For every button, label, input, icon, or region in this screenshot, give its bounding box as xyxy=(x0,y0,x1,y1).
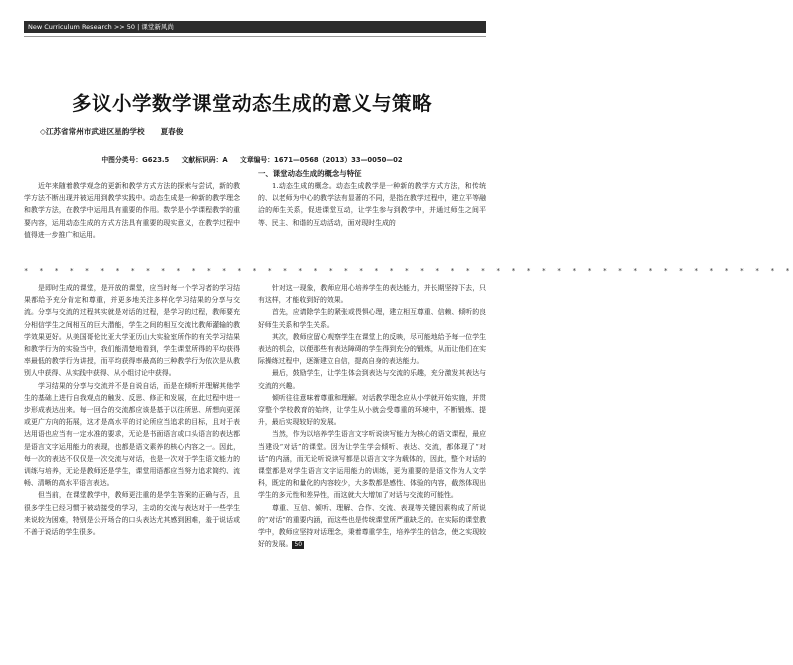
section-one xyxy=(258,168,486,229)
abstract xyxy=(24,180,240,241)
author-affiliation: ◇江苏省常州市武进区星韵学校 xyxy=(40,127,145,136)
body-paragraph: 针对这一现象，教师应用心培养学生的表达能力，并长期坚持下去，只有这样，才能收到好的效果。 xyxy=(258,284,486,305)
star-divider: * * * * * * * * * * * * * * * * * * * * * * * * * * * * * * * * * * * * * * * * * * * * * * * * * * * xyxy=(24,267,793,275)
author-line xyxy=(40,126,183,137)
article-title: 多议小学数学课堂动态生成的意义与策略 xyxy=(71,92,432,115)
body-paragraph xyxy=(258,502,486,551)
body-paragraph: 首先，应请除学生的紧张或畏惧心理，建立相互尊重、信赖、倾听的良好师生关系和学生关系。 xyxy=(258,308,486,329)
body-paragraph: 最后，鼓励学生，让学生体会到表达与交流的乐趣，充分激发其表达与交流的兴趣。 xyxy=(258,369,486,390)
abstract-text: 近年来随着教学观念的更新和教学方式方法的探索与尝试，新的教学方法不断出现并被运用到教学实践中。动态生成是一种新的教学理念和教学方法，在教学中运用具有重要的作用。数学是小学课程教学的重要内容，运用动态生成的方式方法具有重要的现实意义，在教学过程中值得进一步推广和运用。 xyxy=(24,182,240,239)
body-paragraph: 但当前，在课堂教学中，教师更注重的是学生答案的正确与否，且很多学生已经习惯于被动接受的学习，主动的交流与表达对于一些学生来说较为困难，特别是公开场合的口头表达尤其感到困难，羞于说话或不善于说话的学生很多。 xyxy=(24,491,240,537)
header-rule xyxy=(24,36,486,37)
body-left-column xyxy=(24,282,240,538)
body-paragraph: 学习结果的分享与交流并不是自说自话，而是在倾听并理解其他学生的基础上进行自我观点的触发、反思、修正和发展，在此过程中进一步形成表达出来。每一回合的交流都应该是基于以往所思、所想向更深或更广方向的拓展，这才是高水平的讨论所应当追求的目标，且对于表达用语也应当有一定水准的要求，无论是书面语言或口头语言的表达都是语言文字运用能力的表现，也都是语文素养的核心内容之一。因此，每一次的表达不仅仅是一次交流与对话，也是一次对于学生语文能力的训练与培养，无论是教师还是学生，课堂用语都应当努力追求简约、流畅、清晰的高水平语言表达。 xyxy=(24,381,240,488)
clc-number: 中图分类号：G623.5 xyxy=(101,156,170,164)
document-code: 文献标识码：A xyxy=(181,156,228,164)
page-marker: 50 xyxy=(294,541,303,549)
running-header xyxy=(0,0,504,34)
body-paragraph: 其次，教师应留心观察学生在课堂上的反映，尽可能地给予每一位学生表达的机会，以便那些有表达障碍的学生得到充分的锻炼，从而让他们在实际操练过程中，逐渐建立自信，提高自身的表达能力。 xyxy=(258,332,486,366)
article-meta xyxy=(0,154,504,164)
body-paragraph-text: 尊重、互信、倾听、理解、合作、交流、表现等关键因素构成了所说的“对话”的重要内涵，而这些也是传统课堂所严重缺乏的。在实际的课堂教学中，教师应坚持对话理念，秉着尊重学生，培养学生的信念，使之实现较好的发展。 xyxy=(258,503,486,549)
journal-name: New Curriculum Research >> 50 | 课堂新风尚 xyxy=(28,23,174,31)
article-number: 文章编号：1671—0568（2013）33—0050—02 xyxy=(240,156,403,164)
section-paragraph: 1.动态生成的概念。动态生成教学是一种新的教学方式方法，和传统的、以老师为中心的教学法有显著的不同，是指在教学过程中，建立平等融洽的师生关系，促进课堂互动，让学生参与到教学中，并通过师生之间平等、民主、和谐的互动活动，面对现时生成的 xyxy=(258,182,486,227)
body-right-column xyxy=(258,282,486,550)
body-paragraph: 当然，作为以培养学生语言文字听说读写能力为核心的语文课程，最应当建设“对话”的课堂。因为让学生学会倾听、表达、交流，都体现了“对话”的内涵，而无论听说读写都是以语言文字为载体的，因此，整个对话的课堂都是对学生语言文字运用能力的训练，更为重要的是语文作为人文学科，既定的和量化的内容较少，大多数都是感性、体验的内容，截然体现出学生的多元性和差异性，而这就大大增加了对话与交流的可能性。 xyxy=(258,430,486,500)
author-name: 夏春俊 xyxy=(160,127,184,136)
section-heading: 一、课堂动态生成的概念与特征 xyxy=(258,169,362,178)
body-paragraph: 倾听往往意味着尊重和理解。对话教学理念应从小学就开始实施，并贯穿整个学校教育的始终，让学生从小就会受尊重的环境中，不断锻炼、提升，最后实现较好的发展。 xyxy=(258,393,486,427)
body-paragraph: 是即时生成的课堂，是开放的课堂，应当时每一个学习者的学习结果都给予充分肯定和尊重，并更多地关注多样化学习结果的分享与交流。分享与交流的过程其实就是对话的过程，是学习的过程，教师要充分相信学生之间相互的巨大潜能，学生之间的相互交流比教师灌输的教学效果更好。从美国哥伦比亚大学亚历山大实验室所作的有关学习结果和教学行为的实验当中，我们能清楚地看到，学生课堂所得的平均获得率最低的教学行为讲授，而平均获得率最高的三种教学行为依次是从教别人中获得、从实践中获得、从小组讨论中获得。 xyxy=(24,284,240,378)
